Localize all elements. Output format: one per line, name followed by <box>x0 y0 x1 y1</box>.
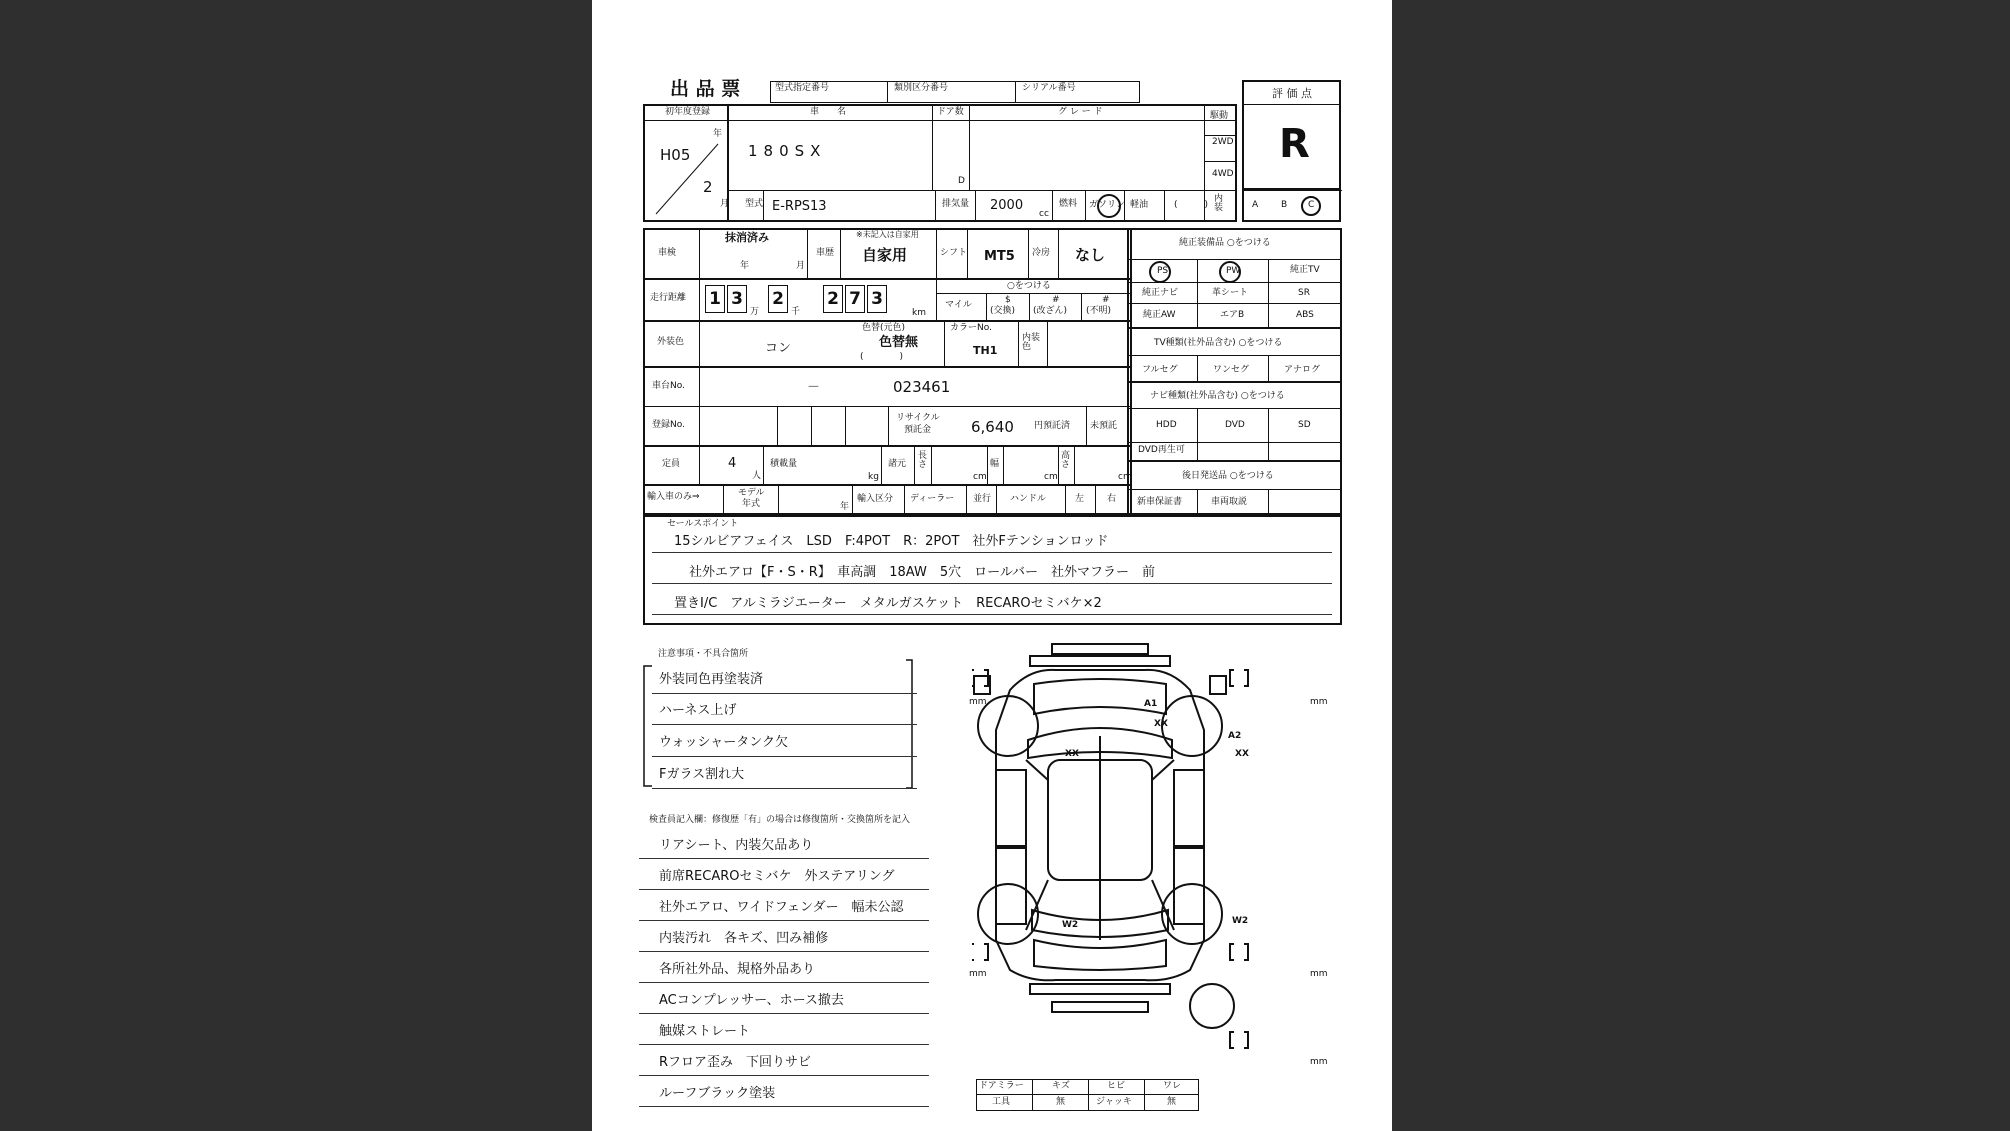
handle-label: ハンドル <box>1010 494 1047 504</box>
equip-pw: PW <box>1226 266 1241 276</box>
mm-label: mm <box>969 697 987 707</box>
hdr-type-number: 型式指定番号 <box>775 83 830 93</box>
capacity-label: 定員 <box>662 459 681 469</box>
load-label: 積載量 <box>770 459 798 469</box>
fuel-diesel: 軽油 <box>1130 200 1149 210</box>
doors-label: ドア数 <box>937 107 964 117</box>
mileage-label: 走行距離 <box>650 293 687 303</box>
swap-symbol: $ <box>1005 295 1011 305</box>
equipment-header: 純正装備品 ○をつける <box>1179 238 1271 248</box>
int-b: B <box>1281 200 1288 210</box>
damage-a2: A2 <box>1228 731 1242 741</box>
recycle-label: リサイクル <box>896 413 940 423</box>
inspector-line: 前席RECAROセミバケ 外ステアリング <box>659 869 895 884</box>
fuel-selected-circle <box>1097 194 1121 218</box>
inspection-label: 車検 <box>658 248 677 258</box>
month-unit: 月 <box>720 199 730 209</box>
equip-pw-circle <box>1219 261 1241 283</box>
sales-point-line: 社外エアロ【F・S・R】 車高調 18AW 5穴 ロールバー 社外マフラー 前 <box>689 565 1155 580</box>
inspector-line: 触媒ストレート <box>659 1024 751 1039</box>
model-label: 型式 <box>745 199 764 209</box>
inspector-line: 内装汚れ 各キズ、凹み補修 <box>659 931 829 946</box>
equip-tv: 純正TV <box>1290 265 1320 275</box>
inspection-value: 抹消済み <box>725 231 769 244</box>
circle-note: ○をつける <box>1007 281 1051 291</box>
displacement-unit: cc <box>1039 209 1049 219</box>
navi-dvd: DVD <box>1225 420 1245 430</box>
mileage-digit: 2 <box>823 285 843 313</box>
color-change-paren: ( ) <box>860 352 904 362</box>
inspector-line: リアシート、内装欠品あり <box>659 838 814 853</box>
note-line: ウォッシャータンク欠 <box>659 735 788 750</box>
history-note: ※未記入は自家用 <box>856 230 919 239</box>
color-code-label: カラーNo. <box>950 323 992 333</box>
model-year-label: モデル <box>738 488 765 498</box>
handle-right: 右 <box>1107 494 1117 504</box>
shift-value: MT5 <box>984 249 1015 264</box>
equip-ps: PS <box>1157 266 1169 276</box>
mileage-digit: 3 <box>727 285 747 313</box>
length-label: 長さ <box>918 451 928 470</box>
tamper-symbol: # <box>1052 295 1060 305</box>
sales-point-line: 15シルビアフェイス LSD F:4POT R：2POT 社外Fテンションロッド <box>674 534 1109 549</box>
notes-label: 注意事項・不具合箇所 <box>658 649 749 659</box>
damage-a1: A1 <box>1144 699 1158 709</box>
chassis-number: 023461 <box>893 378 951 396</box>
tv-header: TV種類(社外品含む) ○をつける <box>1154 338 1283 348</box>
chassis-dash: － <box>807 380 821 395</box>
tv-fullseg: フルセグ <box>1142 365 1178 375</box>
registration-label: 登録No. <box>652 420 685 430</box>
drive-2wd: 2WD <box>1212 137 1234 147</box>
inspector-line: Rフロア歪み 下回りサビ <box>659 1055 812 1070</box>
fuel-gasoline: ガソリン <box>1089 200 1126 210</box>
history-label: 車歴 <box>816 248 835 258</box>
height-unit: cm <box>1118 472 1132 482</box>
equip-navi: 純正ナビ <box>1142 288 1179 298</box>
mileage-digit: 7 <box>845 285 865 313</box>
equip-aw: 純正AW <box>1143 310 1176 320</box>
swap-label: (交換) <box>990 306 1016 316</box>
first-reg-month: 2 <box>703 178 713 196</box>
handle-left: 左 <box>1075 494 1085 504</box>
car-name: 180SX <box>748 142 827 160</box>
import-parallel: 並行 <box>973 494 992 504</box>
equip-abs: ABS <box>1296 310 1314 320</box>
legend-cell: 工具 <box>992 1097 1011 1107</box>
navi-sd: SD <box>1298 420 1311 430</box>
damage-w2-left: W2 <box>1062 920 1079 930</box>
equip-sr: SR <box>1298 288 1310 298</box>
legend-cell: 無 <box>1167 1097 1177 1107</box>
mileage-man: 万 <box>750 307 760 317</box>
int-c-circle <box>1301 196 1321 216</box>
model-code: E-RPS13 <box>772 199 827 214</box>
history-value: 自家用 <box>862 246 908 264</box>
import-year-unit: 年 <box>840 502 850 512</box>
fuel-other: ( ) <box>1174 200 1209 210</box>
damage-w2-right: W2 <box>1232 916 1249 926</box>
hdr-class-number: 類別区分番号 <box>894 83 949 93</box>
navi-header: ナビ種類(社外品含む) ○をつける <box>1150 391 1285 401</box>
legend-cell: ワレ <box>1163 1081 1182 1091</box>
first-reg-label: 初年度登録 <box>665 107 711 117</box>
sales-point-line: 置きI/C アルミラジエーター メタルガスケット RECAROセミバケ×2 <box>674 596 1102 611</box>
damage-xx-right: XX <box>1235 749 1249 759</box>
damage-xx-front: XX <box>1154 719 1168 729</box>
capacity-unit: 人 <box>752 471 762 481</box>
unknown-symbol: # <box>1102 295 1110 305</box>
recycle-not-deposited: 未預託 <box>1090 421 1118 431</box>
drive-4wd: 4WD <box>1212 169 1234 179</box>
color-label: 外装色 <box>657 337 685 347</box>
doors-unit: D <box>958 176 965 186</box>
ac-value: なし <box>1075 246 1106 264</box>
capacity-value: 4 <box>728 456 737 471</box>
color-change-label: 色替(元色) <box>862 323 906 333</box>
tv-oneseg: ワンセグ <box>1213 365 1250 375</box>
tamper-label: (改ざん) <box>1033 306 1068 316</box>
score-value: R <box>1279 121 1310 167</box>
equip-ps-circle <box>1149 261 1171 283</box>
damage-xx-left: XX <box>1065 749 1079 759</box>
import-label: 輸入車のみ⇒ <box>647 492 700 502</box>
import-class-label: 輸入区分 <box>857 494 894 504</box>
mileage-digit: 2 <box>768 285 788 313</box>
inspector-line: ACコンプレッサー、ホース撤去 <box>659 993 844 1008</box>
hdr-serial-number: シリアル番号 <box>1022 83 1076 93</box>
equip-leather: 革シート <box>1212 288 1249 298</box>
mm-label: mm <box>1310 1057 1328 1067</box>
mm-label: mm <box>1310 969 1328 979</box>
unknown-label: (不明) <box>1086 306 1112 316</box>
car-damage-diagram <box>972 640 1332 1110</box>
later-warranty: 新車保証書 <box>1137 497 1183 507</box>
fuel-label: 燃料 <box>1059 199 1078 209</box>
mileage-unit: km <box>912 308 926 318</box>
int-c: C <box>1308 200 1315 210</box>
auction-sheet <box>592 0 1392 1131</box>
later-manual: 車両取説 <box>1211 497 1248 507</box>
drive-label: 駆動 <box>1210 111 1229 121</box>
equip-airbag: エアB <box>1220 310 1245 320</box>
import-dealer: ディーラー <box>910 494 955 504</box>
chassis-label: 車台No. <box>652 381 685 391</box>
note-line: 外装同色再塗装済 <box>659 672 764 687</box>
shift-label: シフト <box>940 248 968 258</box>
recycle-deposited: 円預託済 <box>1034 421 1071 431</box>
int-a: A <box>1252 200 1259 210</box>
recycle-amount: 6,640 <box>971 418 1014 436</box>
mm-label: mm <box>1310 697 1328 707</box>
first-reg-year: H05 <box>660 146 691 164</box>
mm-label: mm <box>969 969 987 979</box>
inspection-month-unit: 月 <box>796 261 806 271</box>
sales-point-label: セールスポイント <box>667 519 739 529</box>
color-value: コン <box>765 341 792 356</box>
interior-color-label: 内装色 <box>1022 333 1041 352</box>
legend-cell: キズ <box>1052 1081 1070 1091</box>
dims-label: 諸元 <box>888 459 907 469</box>
load-unit: kg <box>868 472 879 482</box>
inspection-year-unit: 年 <box>740 261 750 271</box>
year-unit: 年 <box>713 129 723 139</box>
inspector-label: 検査員記入欄：修復歴「有」の場合は修復箇所・交換箇所を記入 <box>649 815 911 825</box>
later-header: 後日発送品 ○をつける <box>1182 471 1274 481</box>
car-name-label: 車 名 <box>810 107 847 117</box>
legend-cell: ドアミラー <box>979 1081 1024 1091</box>
sheet-title: 出 品 票 <box>670 78 741 100</box>
inspector-line: ルーフブラック塗装 <box>659 1086 776 1101</box>
displacement-label: 排気量 <box>942 199 970 209</box>
recycle-label-2: 預託金 <box>904 425 932 435</box>
displacement: 2000 <box>990 198 1024 213</box>
length-unit: cm <box>973 472 987 482</box>
mileage-sen: 千 <box>791 307 801 317</box>
color-code: TH1 <box>973 344 998 357</box>
tv-analog: アナログ <box>1284 365 1321 375</box>
legend-cell: ヒビ <box>1107 1081 1126 1091</box>
interior-grade-label: 内装 <box>1214 194 1224 213</box>
navi-dvd-play: DVD再生可 <box>1138 445 1185 455</box>
width-unit: cm <box>1044 472 1058 482</box>
mile-label: マイル <box>945 300 972 310</box>
height-label: 高さ <box>1061 451 1071 470</box>
grade-label: グ レ ー ド <box>1058 107 1103 117</box>
legend-cell: ジャッキ <box>1096 1097 1132 1107</box>
legend-cell: 無 <box>1056 1097 1066 1107</box>
note-line: Fガラス割れ大 <box>659 767 745 782</box>
note-line: ハーネス上げ <box>659 703 737 718</box>
ac-label: 冷房 <box>1032 248 1051 258</box>
mileage-digit: 3 <box>867 285 887 313</box>
model-year-label-2: 年式 <box>742 499 761 509</box>
color-change-value: 色替無 <box>879 335 919 350</box>
width-label: 幅 <box>990 459 1000 469</box>
inspector-line: 各所社外品、規格外品あり <box>659 962 816 977</box>
inspector-line: 社外エアロ、ワイドフェンダー 幅未公認 <box>659 900 904 915</box>
score-label: 評 価 点 <box>1272 87 1312 100</box>
navi-hdd: HDD <box>1156 420 1177 430</box>
mileage-digit: 1 <box>705 285 725 313</box>
